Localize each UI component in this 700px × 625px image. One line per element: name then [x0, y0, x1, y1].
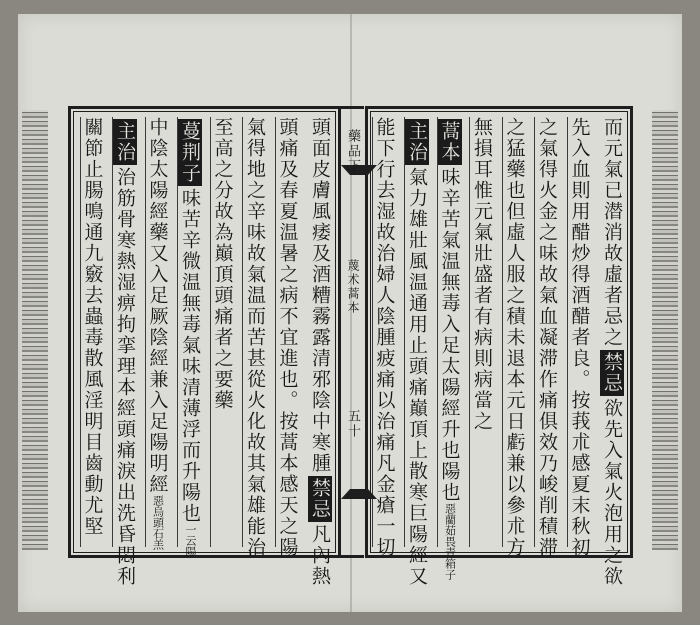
body-text: 頭痛及春夏温暑之病不宜進也。按蒿本感天之陽: [276, 117, 299, 558]
text-column: [404, 117, 429, 587]
folio-number: 五十: [345, 409, 360, 439]
text-column: [275, 117, 300, 558]
body-text: 味苦辛微温無毒氣味清薄浮而升陽也: [179, 188, 201, 524]
fish-tail-mark-bottom: [341, 479, 377, 499]
body-text: 味辛苦氣温無毒入足太陽經升也陽也: [438, 167, 461, 503]
body-text: 治筋骨寒熱湿痹拘挛理本經頭痛淚出洗昏悶利: [114, 167, 136, 587]
body-text: 先入血則用醋炒得酒醋者良。按莪朮感夏末秋初: [568, 117, 591, 558]
text-column: [242, 117, 267, 558]
center-title: 藥品下: [345, 129, 360, 174]
small-annotation: 惡烏頭石羔: [151, 495, 165, 550]
body-text-tail: 欲先入氣火泡用之欲: [601, 398, 623, 587]
body-text: 之氣得火金之味故氣血凝滞作痛俱效乃峻削積滞: [536, 117, 558, 558]
right-page: [365, 106, 633, 587]
text-column: [502, 117, 527, 558]
text-column: [80, 117, 105, 547]
text-column: [112, 117, 137, 587]
body-text: 氣得地之辛味故氣温而苦甚從火化故其氣雄能治: [244, 117, 266, 558]
text-column: [567, 117, 592, 558]
heading-mark: 主治: [406, 121, 428, 163]
text-column: [177, 117, 202, 557]
body-text: 氣力雄壯風温通用止頭痛巔頂上散寒巨陽經又: [406, 167, 428, 587]
body-text: 關節止腸鳴通九竅去蟲毒散風淫明目齒動尤堅: [81, 117, 104, 537]
text-column: [469, 117, 494, 547]
small-annotation: 一云陽: [184, 524, 197, 557]
text-column: [145, 117, 170, 550]
heading-mark: 主治: [114, 121, 136, 163]
body-text: 頭面皮膚風痿及酒糟霧露清邪陰中寒腫: [309, 117, 331, 474]
worn-edge-right: [652, 110, 678, 550]
center-section: 蔑术蒿本: [346, 259, 360, 315]
small-annotation: 惡藺茹畏青箱子: [443, 503, 457, 580]
heading-mark: 蔓荆子: [179, 121, 201, 184]
body-text: 中陰太陽經藥又入足厥陰經兼入足陽明經: [146, 117, 169, 495]
worn-edge-left: [22, 110, 48, 550]
caution-mark: 禁忌: [601, 352, 623, 394]
text-column: [308, 117, 332, 587]
body-text: 能下行去湿故治婦人陰腫疲痛以治痛凡金瘡一切: [373, 117, 396, 558]
text-column: [600, 117, 624, 587]
heading-mark: 蒿本: [438, 121, 461, 163]
text-column: [534, 117, 559, 558]
body-text: 無損耳惟元氣壯盛者有病則病當之: [471, 117, 493, 432]
body-text: 而元氣已潜消故虛者忌之: [601, 117, 623, 348]
text-column: [437, 117, 462, 580]
caution-mark: 禁忌: [309, 478, 331, 520]
left-page: [68, 106, 341, 587]
body-text: 至高之分故為巔頂頭痛者之要藥: [211, 117, 234, 411]
body-text-tail: 凡內熱: [309, 524, 331, 587]
body-text: 之猛藥也但虛人服之積未退本元日虧兼以參朮方: [503, 117, 526, 558]
text-column: [210, 117, 235, 547]
